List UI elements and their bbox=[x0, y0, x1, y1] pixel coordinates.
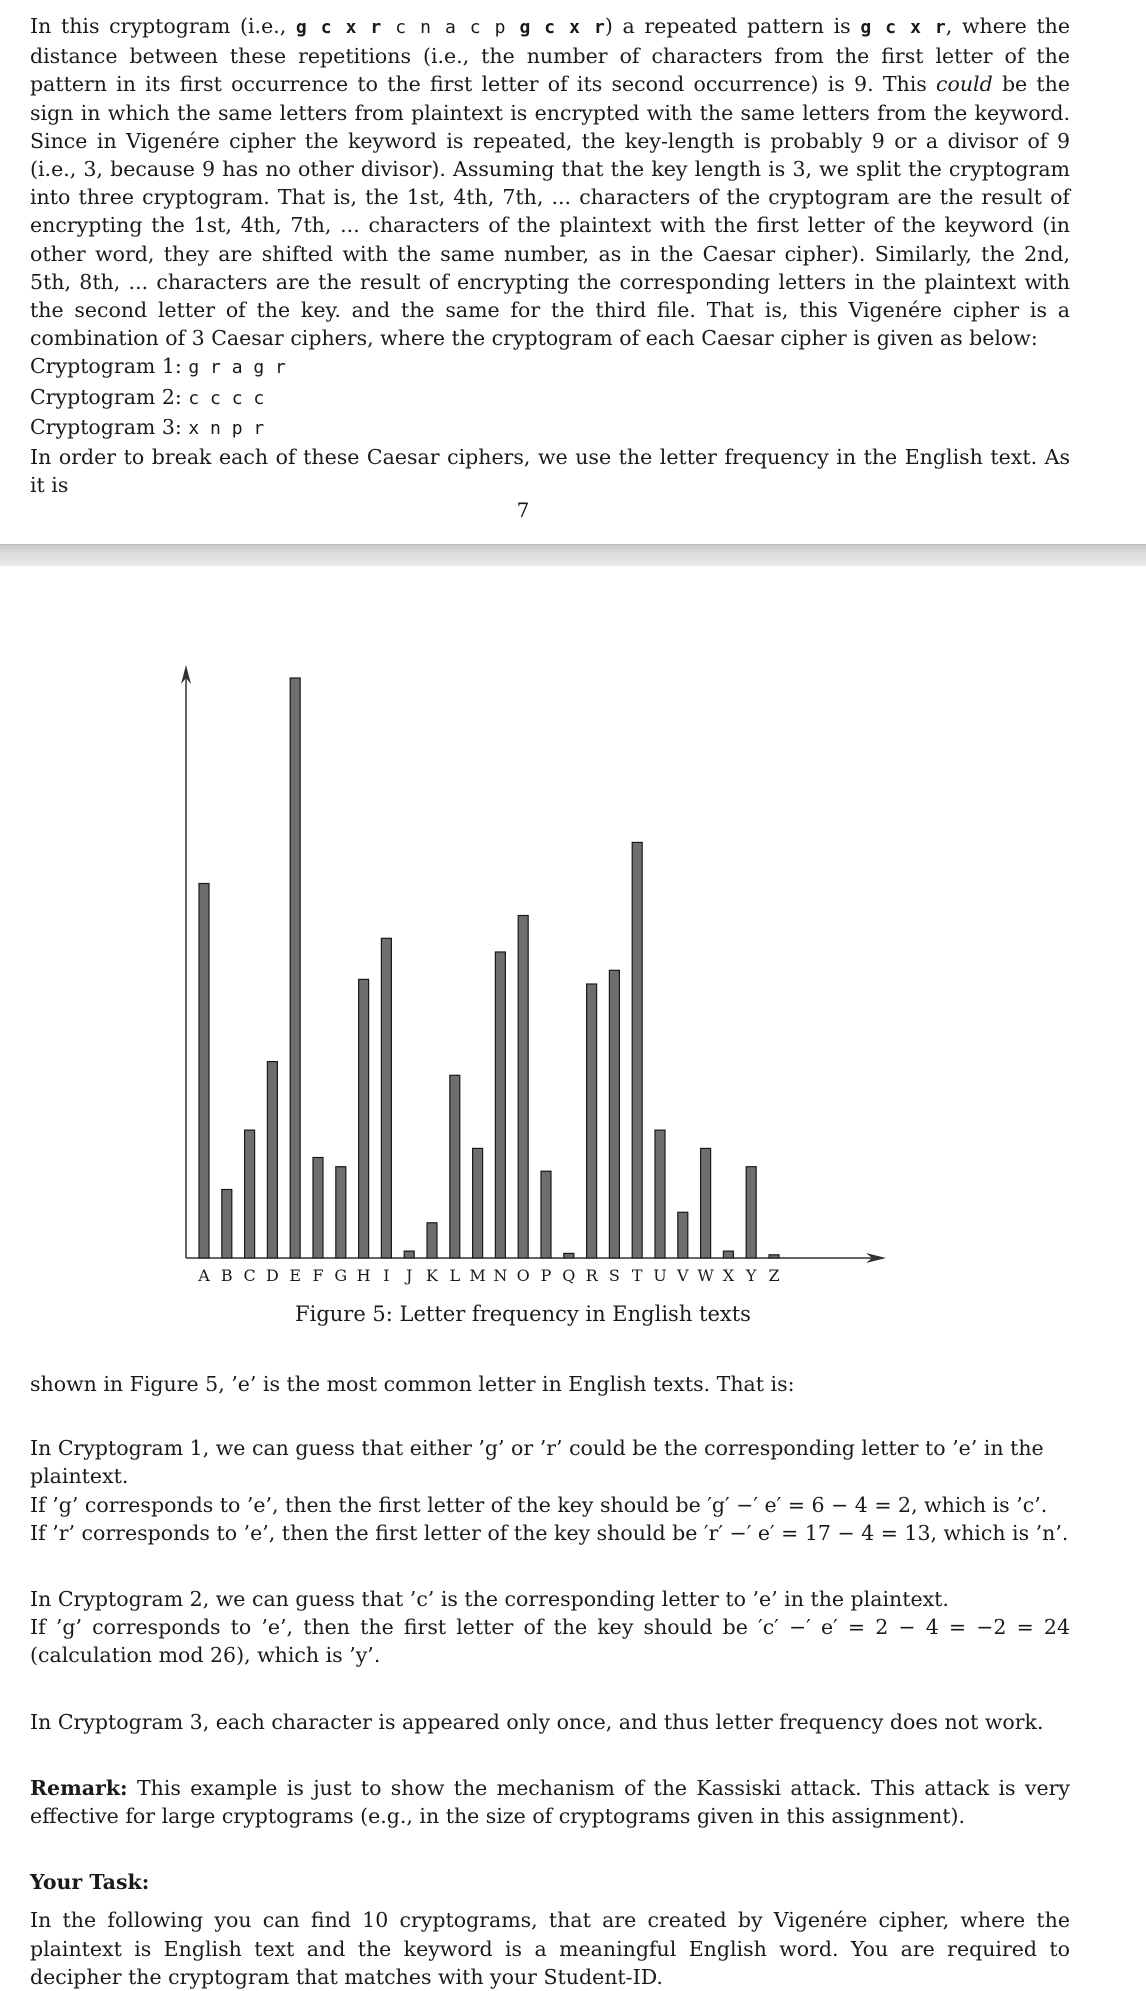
cryptogram-3-line: Cryptogram 3: x n p r bbox=[30, 414, 265, 439]
chart-bars bbox=[199, 678, 779, 1258]
chart-axes bbox=[181, 665, 886, 1263]
tick-label-e: E bbox=[289, 1266, 302, 1285]
bar-z bbox=[769, 1255, 779, 1258]
tick-label-a: A bbox=[198, 1266, 210, 1285]
cryptogram-1-analysis-line-1: In Cryptogram 1, we can guess that either ’g’ or ’r’ could be the corresponding letter to ’e’ in the plaintext. bbox=[30, 1436, 1044, 1489]
tick-label-b: B bbox=[220, 1266, 233, 1285]
tick-label-i: I bbox=[383, 1266, 390, 1285]
tick-label-n: N bbox=[493, 1266, 508, 1285]
bar-f bbox=[313, 1158, 323, 1259]
intro-paragraph: In this cryptogram (i.e., g c x r c n a c p g c x r) a repeated pattern is g c x r, where the distance between these repetitions (i.e., the number of characters from the first letter of the pattern in its first occurrence to the first letter of its second occurrence) is 9. This could be the sign in which the same letters from plaintext is encrypted with the same letters from the keyword. Since in Vigenére cipher the keyword is repeated, the key-length is probably 9 or a divisor of 9 (i.e., 3, because 9 has no other divisor). Assuming that the key length is 3, we split the cryptogram into three cryptogram. That is, the 1st, 4th, 7th, ... characters of the cryptogram are the result of encrypting the 1st, 4th, 7th, ... characters of the plaintext with the first letter of the keyword (in other word, they are shifted with the same number, as in the Caesar cipher). Similarly, the 2nd, 5th, 8th, ... characters are the result of encrypting the corresponding letters in the plaintext with the second letter of the key. and the same for the third file. That is, this Vigenére cipher is a combination of 3 Caesar ciphers, where the cryptogram of each Caesar cipher is given as below: bbox=[30, 14, 1071, 351]
bar-g bbox=[336, 1167, 346, 1258]
tick-label-s: S bbox=[608, 1266, 620, 1285]
bar-e bbox=[290, 678, 300, 1258]
bar-s bbox=[609, 970, 619, 1258]
bar-k bbox=[427, 1223, 437, 1258]
tick-label-c: C bbox=[243, 1266, 256, 1285]
bar-y bbox=[746, 1167, 756, 1258]
tick-label-z: Z bbox=[768, 1266, 780, 1285]
tick-label-d: D bbox=[265, 1266, 279, 1285]
page-8-text bbox=[30, 1370, 1070, 1991]
bar-i bbox=[381, 938, 391, 1258]
page-number: 7 bbox=[516, 498, 530, 522]
bar-m bbox=[473, 1148, 483, 1258]
cryptogram-3-analysis: In Cryptogram 3, each character is appeared only once, and thus letter frequency does not work. bbox=[30, 1709, 1044, 1734]
tick-label-m: M bbox=[469, 1266, 486, 1285]
your-task-heading: Your Task: bbox=[30, 1870, 150, 1895]
tick-label-g: G bbox=[334, 1266, 348, 1285]
bar-p bbox=[541, 1171, 551, 1258]
tick-label-u: U bbox=[653, 1266, 667, 1285]
tail-line: In order to break each of these Caesar ciphers, we use the letter frequency in the English text. As it is bbox=[30, 445, 1070, 498]
figure-caption: Figure 5: Letter frequency in English texts bbox=[295, 1302, 751, 1326]
tick-label-t: T bbox=[631, 1266, 643, 1285]
tick-label-f: F bbox=[312, 1266, 324, 1285]
figure-follow-paragraph: shown in Figure 5, ’e’ is the most common letter in English texts. That is: bbox=[30, 1372, 795, 1396]
bar-n bbox=[495, 952, 505, 1258]
bar-a bbox=[199, 884, 209, 1259]
bar-l bbox=[450, 1075, 460, 1258]
cryptogram-2-analysis-line-1: In Cryptogram 2, we can guess that ’c’ is the corresponding letter to ’e’ in the plaintext. bbox=[30, 1587, 949, 1612]
bar-r bbox=[587, 984, 597, 1258]
remark-paragraph: Remark: This example is just to show the mechanism of the Kassiski attack. This attack is very effective for large cryptograms (e.g., in the size of cryptograms given in this assignment). bbox=[30, 1775, 1070, 1829]
tick-label-y: Y bbox=[745, 1266, 757, 1285]
cryptogram-2-analysis-line-2: If ’g’ corresponds to ’e’, then the first letter of the key should be ′c′ −′ e′ = 2 − 4 = −2 = 24 (calculation mod 26), which is ’y’. bbox=[30, 1615, 1070, 1668]
tick-label-w: W bbox=[697, 1266, 714, 1285]
tick-label-j: J bbox=[405, 1266, 413, 1285]
cryptogram-2-line: Cryptogram 2: c c c c bbox=[30, 384, 265, 409]
cryptogram-1-analysis-line-3: If ’r’ corresponds to ’e’, then the first letter of the key should be ′r′ −′ e′ = 17 − 4 = 13, which is ’n’. bbox=[30, 1520, 1069, 1545]
tick-label-k: K bbox=[426, 1266, 438, 1285]
bar-h bbox=[359, 979, 369, 1258]
tick-label-p: P bbox=[540, 1266, 552, 1285]
bar-t bbox=[632, 842, 642, 1258]
tick-label-r: R bbox=[585, 1266, 598, 1285]
bar-j bbox=[404, 1251, 414, 1258]
chart-tick-labels bbox=[197, 1266, 779, 1285]
bar-c bbox=[245, 1130, 255, 1258]
cryptogram-1-analysis-line-2: If ’g’ corresponds to ’e’, then the first letter of the key should be ′g′ −′ e′ = 6 − 4 = 2, which is ’c’. bbox=[30, 1492, 1048, 1517]
tick-label-l: L bbox=[449, 1266, 461, 1285]
bar-o bbox=[518, 916, 528, 1259]
tick-label-o: O bbox=[516, 1266, 530, 1285]
tick-label-v: V bbox=[677, 1266, 689, 1285]
bar-u bbox=[655, 1130, 665, 1258]
tick-label-q: Q bbox=[562, 1266, 576, 1285]
bar-x bbox=[723, 1251, 733, 1258]
bar-v bbox=[678, 1212, 688, 1258]
tick-label-x: X bbox=[722, 1266, 735, 1285]
cryptogram-1-line: Cryptogram 1: g r a g r bbox=[30, 354, 286, 379]
bar-b bbox=[222, 1190, 232, 1259]
bar-w bbox=[701, 1148, 711, 1258]
tick-label-h: H bbox=[356, 1266, 371, 1285]
bar-q bbox=[564, 1253, 574, 1258]
task-paragraph: In the following you can find 10 cryptograms, that are created by Vigenére cipher, where the plaintext is English text and the keyword is a meaningful English word. You are required to decipher the cryptogram that matches with your Student-ID. bbox=[30, 1908, 1070, 1989]
bar-d bbox=[267, 1062, 277, 1258]
